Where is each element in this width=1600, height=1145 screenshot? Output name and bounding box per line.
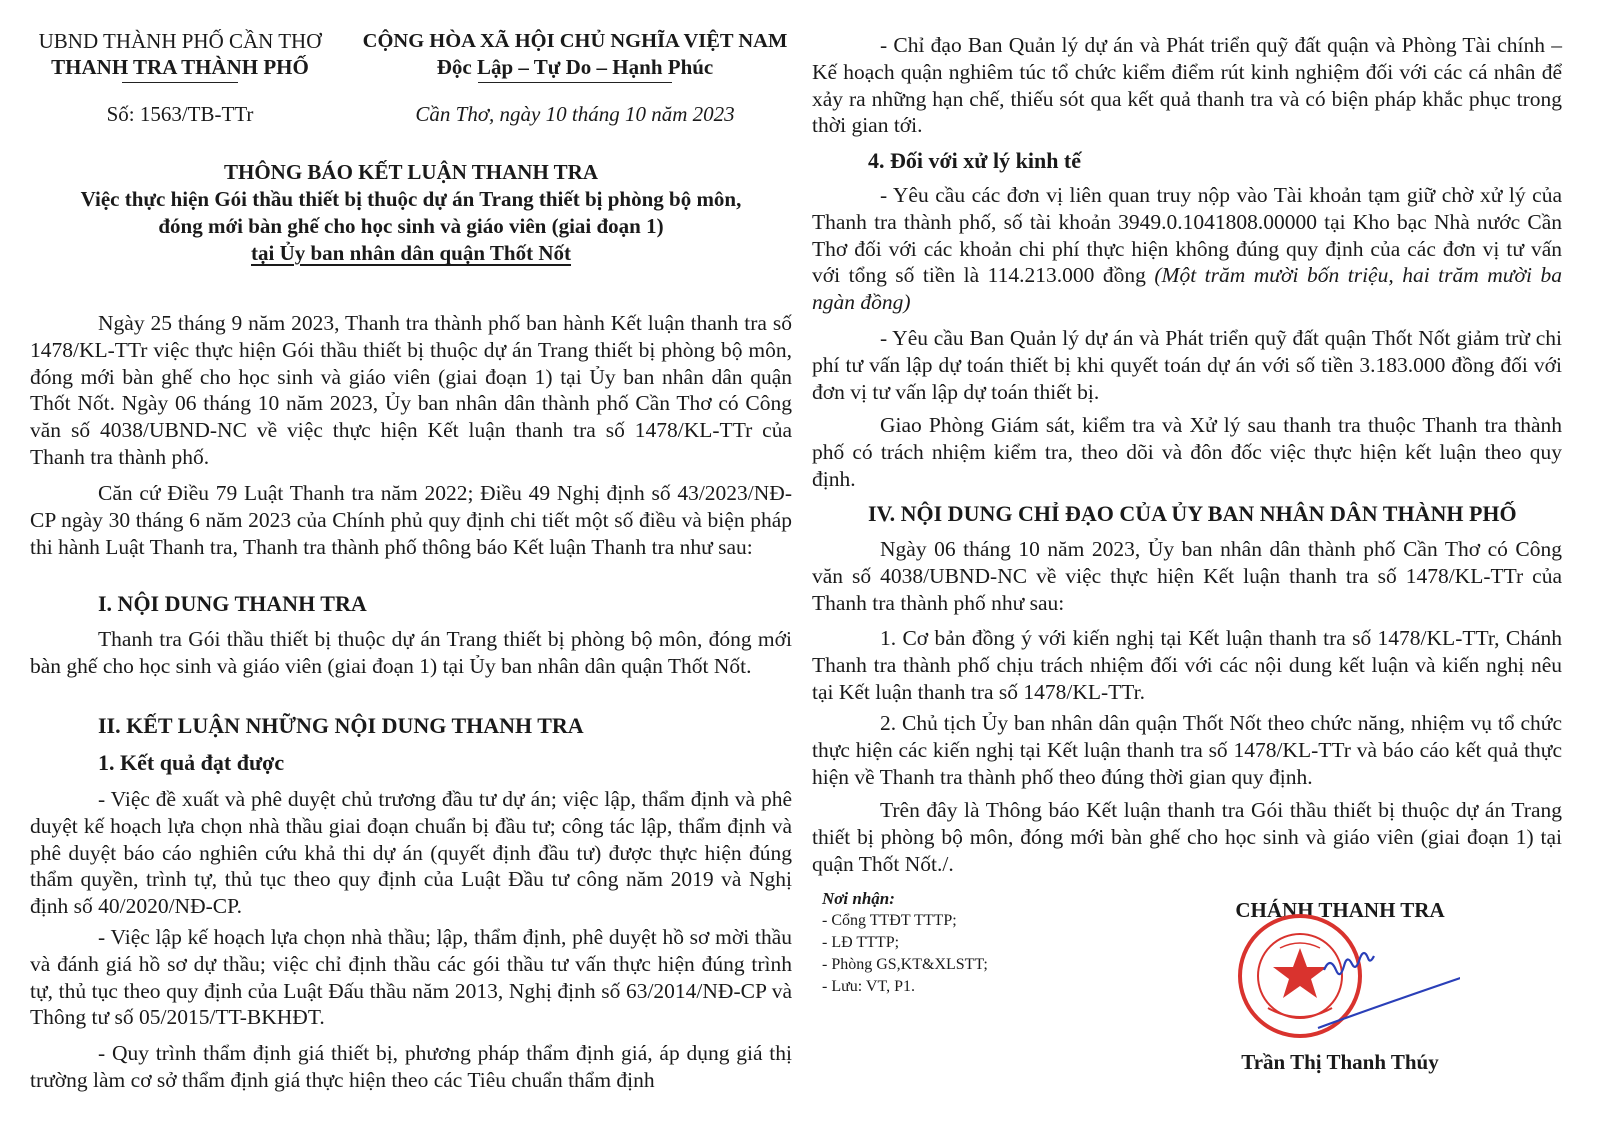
right-para-1: - Chỉ đạo Ban Quản lý dự án và Phát triển quỹ đất quận và Phòng Tài chính – Kế hoạch quận nghiêm túc tổ chức kiểm điểm rút kinh nghiệm đối với các cá nhân để xảy ra những hạn chế, thiếu sót qua kết quả thanh tra và có biện pháp khắc phục trong thời gian tới. — [812, 33, 1562, 138]
recipient-item: - LĐ TTTP; — [822, 934, 900, 951]
left-para-6: - Quy trình thẩm định giá thiết bị, phương pháp thẩm định giá, áp dụng giá thị trường làm cơ sở thẩm định giá thực hiện theo các Tiêu chuẩn thẩm định — [30, 1041, 792, 1092]
doc-subtitle-2: đóng mới bàn ghế cho học sinh và giáo viên (giai đoạn 1) — [158, 214, 664, 238]
doc-subtitle-1: Việc thực hiện Gói thầu thiết bị thuộc dự án Trang thiết bị phòng bộ môn, — [80, 187, 742, 211]
place-date: Cần Thơ, ngày 10 tháng 10 năm 2023 — [415, 102, 735, 126]
signer-role: CHÁNH THANH TRA — [1235, 898, 1445, 922]
agency-underline — [122, 82, 238, 83]
agency-parent: UBND THÀNH PHỐ CẦN THƠ — [38, 29, 322, 53]
recipients-block — [822, 888, 1062, 998]
subsection-1-heading: 1. Kết quả đạt được — [98, 750, 285, 775]
right-para-6: 1. Cơ bản đồng ý với kiến nghị tại Kết luận thanh tra số 1478/KL-TTr, Chánh Thanh tra thành phố chịu trách nhiệm đối với các nội dung kết luận và kiến nghị nêu tại Kết luận thanh tra số 1478/KL-TTr. — [812, 626, 1562, 704]
official-seal — [1228, 908, 1460, 1048]
signer-name: Trần Thị Thanh Thúy — [1241, 1050, 1439, 1074]
motto-underline — [478, 82, 672, 83]
subsection-4-heading: 4. Đối với xử lý kinh tế — [868, 148, 1082, 173]
left-para-2: Căn cứ Điều 79 Luật Thanh tra năm 2022; Điều 49 Nghị định số 43/2023/NĐ-CP ngày 30 tháng 6 năm 2023 của Chính phủ quy định chi tiết một số điều và biện pháp thi hành Luật Thanh tra, Thanh tra thành phố thông báo Kết luận Thanh tra như sau: — [30, 481, 792, 559]
left-para-1: Ngày 25 tháng 9 năm 2023, Thanh tra thành phố ban hành Kết luận thanh tra số 1478/KL-TTr việc thực hiện Gói thầu thiết bị thuộc dự án Trang thiết bị phòng bộ môn, đóng mới bàn ghế cho học sinh và giáo viên (giai đoạn 1) tại Ủy ban nhân dân quận Thốt Nốt. Ngày 06 tháng 10 năm 2023, Ủy ban nhân dân thành phố Cần Thơ có Công văn số 4038/UBND-NC về việc thực hiện Kết luận thanh tra số 1478/KL-TTr của Thanh tra thành phố. — [30, 311, 792, 469]
recipient-item: - Lưu: VT, P1. — [822, 978, 915, 995]
right-para-7: 2. Chủ tịch Ủy ban nhân dân quận Thốt Nốt theo chức năng, nhiệm vụ tổ chức thực hiện các kiến nghị tại Kết luận thanh tra số 1478/KL-TTr và báo cáo kết quả thực hiện về Thanh tra thành phố theo đúng thời gian quy định. — [812, 711, 1562, 789]
seal-and-signature-graphic — [1228, 908, 1460, 1048]
motto: Độc Lập – Tự Do – Hạnh Phúc — [436, 55, 714, 79]
recipient-item: - Phòng GS,KT&XLSTT; — [822, 956, 988, 973]
right-para-2-text: - Yêu cầu các đơn vị liên quan truy nộp vào Tài khoản tạm giữ chờ xử lý của Thanh tra thành phố, số tài khoản 3949.0.1041808.00000 tại Kho bạc Nhà nước Cần Thơ đối với các khoản chi phí thực hiện không đúng quy định của các đơn vị tư vấn với tổng số tiền là 114.213.000 đồng — [812, 183, 1562, 288]
right-para-8: Trên đây là Thông báo Kết luận thanh tra Gói thầu thiết bị thuộc dự án Trang thiết bị phòng bộ môn, đóng mới bàn ghế cho học sinh và giáo viên (giai đoạn 1) tại quận Thốt Nốt./. — [812, 798, 1562, 876]
doc-subtitle-3: tại Ủy ban nhân dân quận Thốt Nốt — [251, 241, 571, 265]
right-para-5: Ngày 06 tháng 10 năm 2023, Ủy ban nhân dân thành phố Cần Thơ có Công văn số 4038/UBND-NC về việc thực hiện Kết luận thanh tra số 1478/KL-TTr của Thanh tra thành phố như sau: — [812, 537, 1562, 615]
recipient-item: - Cổng TTĐT TTTP; — [822, 912, 957, 929]
right-para-4: Giao Phòng Giám sát, kiểm tra và Xử lý sau thanh tra thuộc Thanh tra thành phố có trách nhiệm kiểm tra, theo dõi và đôn đốc việc thực hiện kết luận theo quy định. — [812, 413, 1562, 491]
nation-heading: CỘNG HÒA XÃ HỘI CHỦ NGHĨA VIỆT NAM — [362, 30, 788, 52]
agency-name: THANH TRA THÀNH PHỐ — [51, 55, 309, 79]
recipients-heading: Nơi nhận: — [822, 889, 895, 908]
seal-stamp — [1240, 916, 1360, 1036]
left-para-5: - Việc lập kế hoạch lựa chọn nhà thầu; lập, thẩm định, phê duyệt hồ sơ mời thầu và đánh giá hồ sơ dự thầu; việc chỉ định thầu các gói thầu tư vấn thực hiện đúng trình tự, thủ tục theo quy định của Luật Đấu thầu năm 2013, Nghị định số 63/2014/NĐ-CP và Thông tư số 05/2015/TT-BKHĐT. — [30, 925, 792, 1030]
doc-subtitle-3-wrap — [30, 240, 792, 267]
section-1-heading: I. NỘI DUNG THANH TRA — [98, 591, 367, 616]
amount-in-words: (Một trăm mười bốn triệu, hai trăm mười ba ngàn đồng) — [812, 263, 1562, 315]
right-para-3: - Yêu cầu Ban Quản lý dự án và Phát triển quỹ đất quận Thốt Nốt giảm trừ chi phí tư vấn lập dự toán thiết bị khi quyết toán dự án với số tiền 3.183.000 đồng đối với đơn vị tư vấn lập dự toán thiết bị. — [812, 326, 1562, 404]
doc-title: THÔNG BÁO KẾT LUẬN THANH TRA — [224, 160, 598, 184]
section-4-heading: IV. NỘI DUNG CHỈ ĐẠO CỦA ỦY BAN NHÂN DÂN THÀNH PHỐ — [868, 501, 1517, 526]
doc-number: Số: 1563/TB-TTr — [106, 102, 254, 126]
right-para-2 — [812, 182, 1562, 316]
left-para-3: Thanh tra Gói thầu thiết bị thuộc dự án Trang thiết bị phòng bộ môn, đóng mới bàn ghế cho học sinh và giáo viên (giai đoạn 1) tại Ủy ban nhân dân quận Thốt Nốt. — [30, 627, 792, 678]
left-para-4: - Việc đề xuất và phê duyệt chủ trương đầu tư dự án; việc lập, thẩm định và phê duyệt kế hoạch lựa chọn nhà thầu giai đoạn chuẩn bị đầu tư; công tác lập, thẩm định và phê duyệt báo cáo nghiên cứu khả thi dự án (quyết định đầu tư) được thực hiện đúng thẩm quyền, trình tự, thủ tục theo quy định của Luật Đầu tư công năm 2019 và Nghị định số 40/2020/NĐ-CP. — [30, 787, 792, 919]
section-2-heading: II. KẾT LUẬN NHỮNG NỘI DUNG THANH TRA — [98, 713, 584, 738]
